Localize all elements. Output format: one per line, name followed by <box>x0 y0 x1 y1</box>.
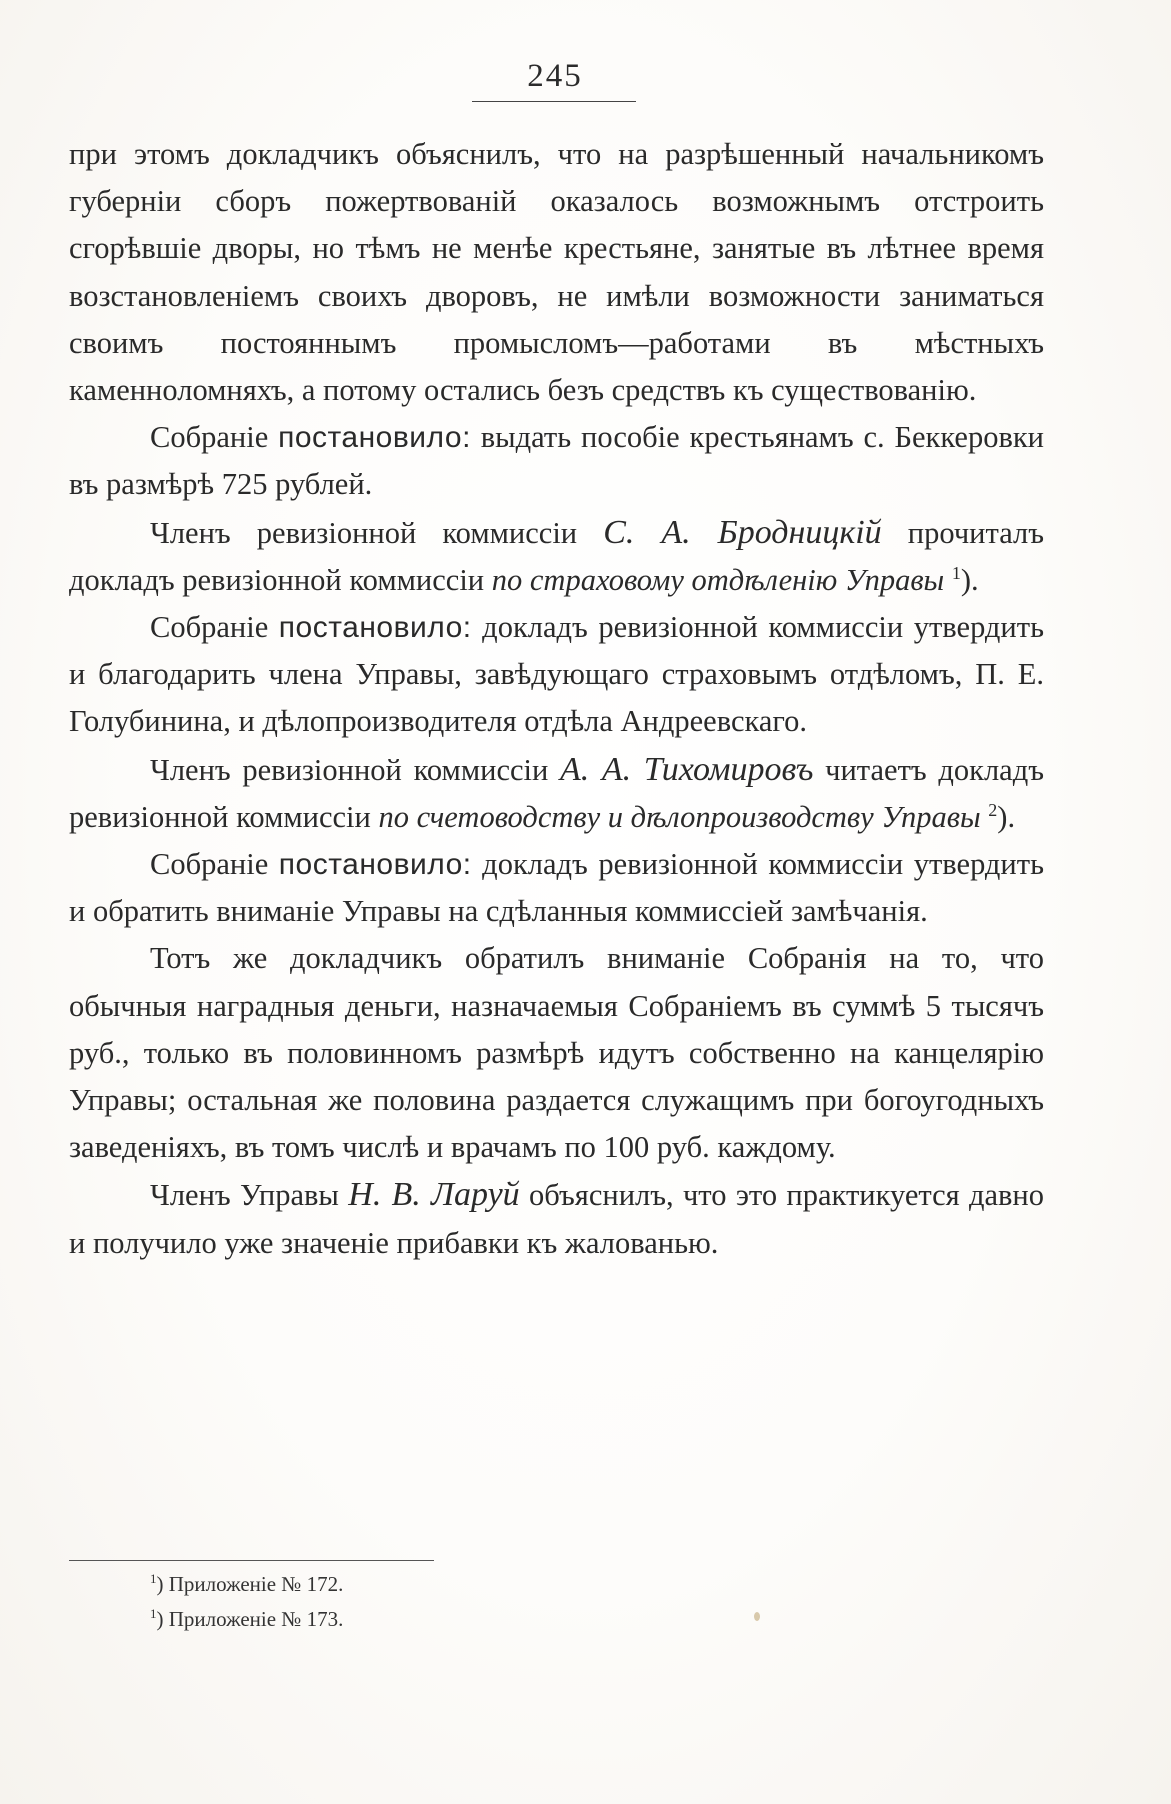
paragraph-resolution-insurance <box>69 604 1044 746</box>
report-tail: ). <box>997 799 1016 834</box>
header-rule <box>472 101 636 102</box>
member-name: С. А. Бродницкій <box>603 513 882 551</box>
report-tail: ). <box>960 562 979 597</box>
member-name: Н. В. Ларуй <box>348 1176 520 1214</box>
paragraph-insurance-report <box>69 509 1044 604</box>
paragraph-resolution-aid <box>69 414 1044 508</box>
report-lead: Членъ ревизіонной коммиссіи <box>150 752 561 787</box>
footnote-mark: 1 <box>150 1606 157 1621</box>
resolution-keyword: постановило: <box>278 611 472 645</box>
footnote-ref: 1 <box>951 562 961 583</box>
explanation-text: объяснилъ, что это практикуется давно и получило уже значеніе прибавки къ жалованью. <box>69 1178 1044 1260</box>
paragraph-resolution-accounting <box>69 841 1044 935</box>
paragraph-bonus-money: Тотъ же докладчикъ обратилъ вниманіе Собранія на то, что обычныя наградныя деньги, назначаемыя Собраніемъ въ суммѣ 5 тысячъ руб., только въ половинномъ размѣрѣ идутъ собственно на канцелярію Управы; остальная же половина раздается служащимъ при богоугодныхъ заведеніяхъ, въ томъ числѣ и врачамъ по 100 руб. каждому. <box>69 941 1044 1165</box>
paragraph-accounting-report <box>69 746 1044 841</box>
paper-speck <box>754 1612 760 1621</box>
explanation-lead: Членъ Управы <box>150 1178 349 1213</box>
footnotes <box>150 1567 343 1637</box>
resolution-lead: Собраніе <box>150 610 279 645</box>
report-topic: по страховому отдѣленію Управы <box>491 562 945 597</box>
footnote-mark: 1 <box>150 1571 157 1586</box>
paragraph-fire-report: при этомъ докладчикъ объяснилъ, что на разрѣшенный начальникомъ губерніи сборъ пожертвованій оказалось возможнымъ отстроить сгорѣвшіе дворы, но тѣмъ не менѣе крестьяне, занятые въ лѣтнее время возстановленіемъ своихъ дворовъ, не имѣли возможности заниматься своимъ постояннымъ промысломъ—работами въ мѣстныхъ каменноломняхъ, а потому остались безъ средствъ къ существованію. <box>69 137 1044 408</box>
report-topic: по счетоводству и дѣлопроизводству Управы <box>378 799 981 834</box>
resolution-text: выдать пособіе крестьянамъ с. Беккеровки въ размѣрѣ 725 рублей. <box>69 420 1044 502</box>
footnote-rule <box>69 1560 434 1561</box>
body-text <box>69 131 1044 1267</box>
report-mid: прочиталъ докладъ ревизіонной коммиссіи <box>69 515 1044 597</box>
footnote-ref: 2 <box>988 799 998 820</box>
resolution-lead: Собраніе <box>150 847 279 882</box>
resolution-keyword: постановило: <box>278 421 471 455</box>
footnote-text: ) Приложеніе № 172. <box>156 1572 344 1596</box>
resolution-lead: Собраніе <box>150 420 279 455</box>
page-number: 245 <box>527 58 583 94</box>
paragraph-explanation <box>69 1171 1044 1266</box>
report-lead: Членъ ревизіонной коммиссіи <box>150 515 604 550</box>
report-mid: читаетъ докладъ ревизіонной коммиссіи <box>69 752 1044 834</box>
resolution-keyword: постановило: <box>278 848 472 882</box>
footnote-item <box>150 1567 343 1602</box>
member-name: А. А. Тихомировъ <box>560 750 814 788</box>
footnote-text: ) Приложеніе № 173. <box>156 1607 344 1631</box>
footnote-item <box>150 1602 343 1637</box>
resolution-text: докладъ ревизіонной коммиссіи утвердить и благодарить члена Управы, завѣдующаго страховымъ отдѣломъ, П. Е. Голубинина, и дѣлопроизводителя отдѣла Андреевскаго. <box>69 610 1044 739</box>
resolution-text: докладъ ревизіонной коммиссіи утвердить и обратить вниманіе Управы на сдѣланныя коммиссіей замѣчанія. <box>69 847 1044 929</box>
